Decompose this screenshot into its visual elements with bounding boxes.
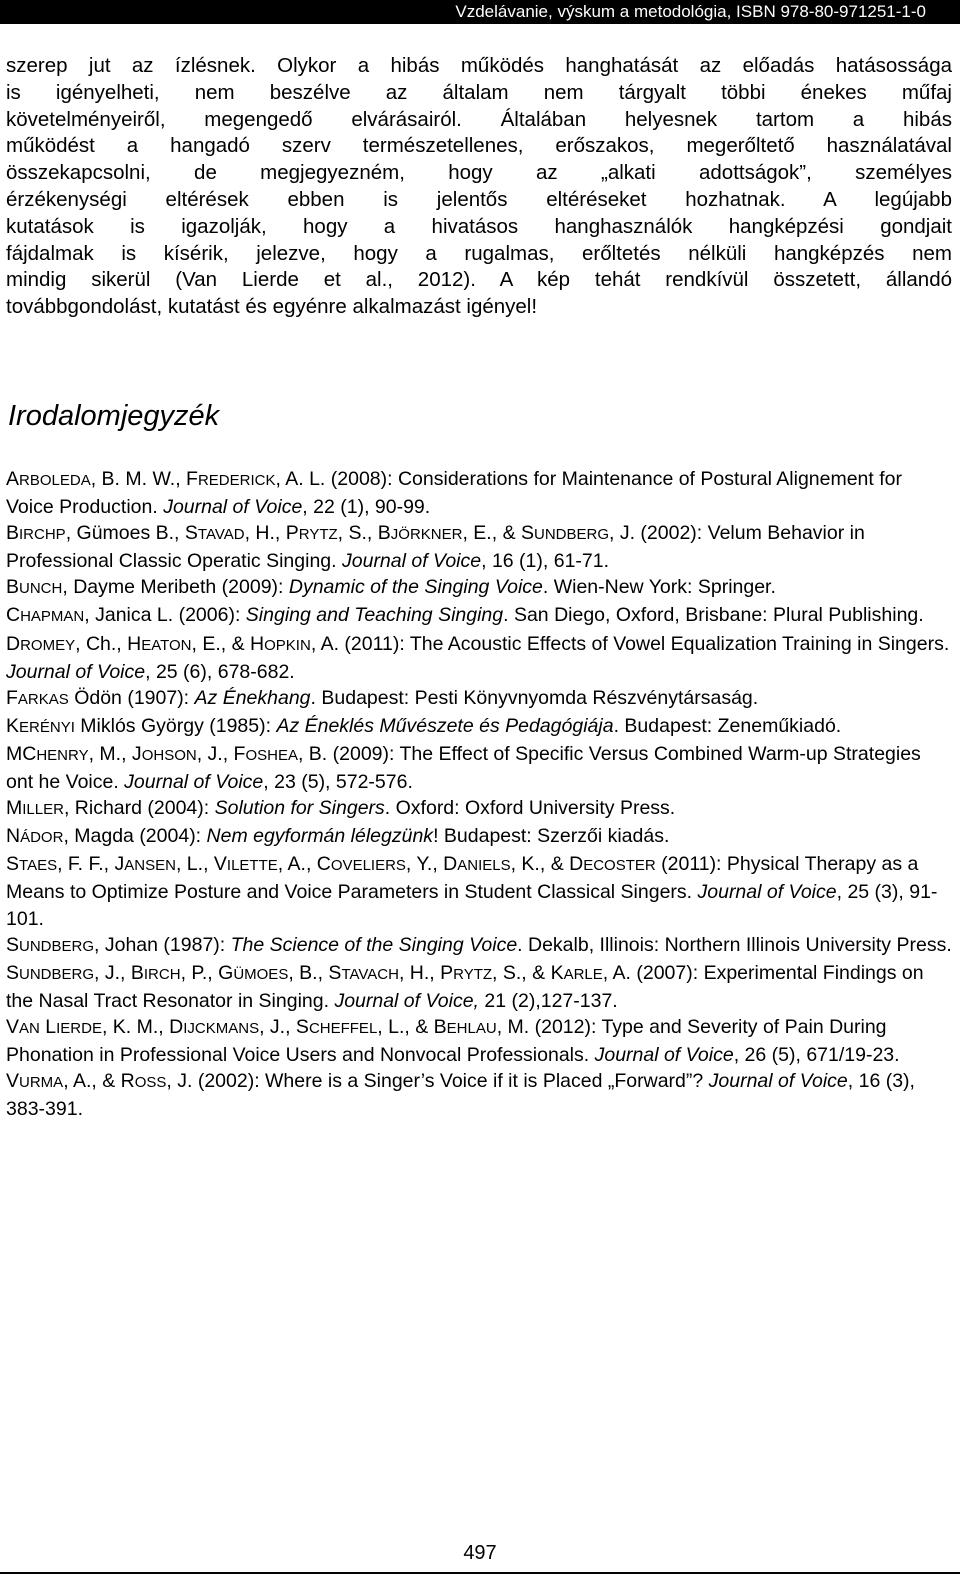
reference-text: UNDBERG — [19, 937, 95, 955]
reference-text: ILLER — [22, 801, 64, 819]
reference-text: Nem egyformán lélegzünk — [206, 825, 434, 848]
reference-text: , E., & H — [191, 632, 265, 655]
reference-text: , 16 (1), 61-71. — [481, 550, 610, 573]
reference-text: Singing and Teaching Singing — [245, 604, 504, 627]
paragraph-line: összekapcsolni, de megjegyezném, hogy az „alkati adottságok”, személyes — [6, 161, 952, 185]
reference-text: C — [22, 742, 37, 765]
reference-text: A — [6, 468, 20, 490]
reference-text: , K., & D — [510, 853, 584, 876]
reference-text: AN — [19, 1019, 40, 1037]
reference-text: , B. M. W., F — [90, 468, 198, 490]
reference-text: Dynamic of the Singing Voice — [288, 576, 543, 599]
reference-text: HENRY — [36, 746, 89, 764]
reference-text: , S., B — [337, 522, 391, 545]
paragraph-line: továbbgondolást, kutatást és egyénre alkalmazást igényel! — [6, 295, 538, 319]
reference-entry-sundberg2007 — [6, 960, 952, 1014]
reference-text: UNCH — [19, 580, 63, 598]
reference-text: C — [6, 604, 21, 627]
reference-text: , Richard (2004): — [63, 797, 215, 820]
section-heading: Irodalomjegyzék — [8, 400, 220, 432]
reference-text: , Janica L. (2006): — [84, 604, 246, 627]
reference-text: D — [6, 632, 21, 655]
reference-text: M — [6, 797, 23, 820]
reference-text: . Oxford: Oxford University Press. — [384, 797, 676, 820]
reference-text: URMA — [19, 1074, 64, 1092]
reference-text: HAPMAN — [20, 608, 85, 626]
reference-text: RBOLEDA — [19, 472, 91, 489]
reference-text: , Magda (2004): — [63, 825, 207, 848]
reference-text: . Dekalb, Illinois: Northern Illinois University Press. — [517, 933, 952, 956]
reference-text: , M. (2012): Type and Severity of Pain During Phonation in Professional Voice Users and Nonvocal Professionals. — [6, 1015, 887, 1066]
reference-text: , Dayme Meribeth (2009): — [62, 576, 289, 599]
paragraph-line: érzékenységi eltérések ebben is jelentős eltéréseket hozhatnak. A legújabb — [6, 187, 952, 211]
reference-text: , H., P — [398, 961, 454, 984]
reference-text: EATON — [141, 636, 192, 654]
header-text: Vzdelávanie, výskum a metodológia, ISBN 978-80-971251-1-0 — [455, 2, 926, 21]
reference-text: , J., B — [94, 961, 144, 984]
reference-text: Solution for Singers — [214, 797, 385, 820]
reference-text: , A., & R — [63, 1070, 135, 1093]
reference-text: V — [6, 1015, 20, 1038]
reference-text: Journal of Voice — [6, 660, 146, 683]
reference-text: The Science of the Singing Voice — [230, 933, 518, 956]
reference-entry-arboleda — [6, 466, 952, 520]
reference-text: , K. M., D — [101, 1015, 184, 1038]
reference-text: S — [6, 933, 20, 956]
reference-text: K — [6, 714, 20, 737]
reference-text: OSHEA — [245, 746, 298, 764]
reference-text: ANSEN — [124, 857, 176, 875]
reference-entry-vanlierde — [6, 1014, 952, 1068]
reference-text: M — [6, 742, 23, 765]
reference-text: , J. (2002): Where is a Singer’s Voice if it is Placed „Forward”? — [166, 1070, 709, 1093]
reference-text: , B., S — [288, 961, 342, 984]
reference-text: , 25 (3), 91-101. — [6, 881, 938, 930]
reference-text: , B. (2009): The Effect of Specific Versus Combined Warm-up Strategies ont he Voice. — [6, 742, 921, 794]
reference-text: , F. F., J — [57, 853, 125, 876]
reference-text: , A. L. (2008): Considerations for Maintenance of Postural Alignement for Voice Production. — [6, 468, 902, 519]
reference-entry-kerenyi — [6, 713, 952, 741]
reference-text: 21 (2),127-137. — [478, 989, 618, 1012]
reference-text: OVELIERS — [330, 857, 406, 875]
reference-text: ÁDOR — [20, 829, 64, 847]
paragraph-line: követelményeiről, megengedő elvárásairól. Általában helyesnek tartom a hibás — [6, 107, 952, 131]
reference-text: TAES — [19, 857, 58, 875]
reference-text: Journal of Voice — [163, 496, 303, 519]
reference-text: (2011): Physical Therapy as a Means to Optimize Posture and Voice Parameters in Student Classical Singers. — [6, 853, 919, 904]
reference-text: Ödön (1907): — [68, 686, 195, 709]
reference-text: UNDBERG — [534, 526, 610, 544]
reference-text: B — [6, 522, 20, 545]
reference-text: , M., J — [88, 742, 142, 765]
reference-text: . Budapest: Pesti Könyvnyomda Részvénytársaság. — [310, 686, 759, 709]
reference-text: ECOSTER — [583, 857, 656, 875]
reference-text: B — [6, 576, 20, 599]
reference-entry-bunch — [6, 574, 952, 602]
reference-text: ANIELS — [457, 857, 511, 875]
reference-text: IRCH — [143, 965, 181, 983]
reference-text: ARKAS — [17, 690, 69, 708]
reference-text: , Gümoes B., S — [65, 522, 198, 545]
reference-text: IRCHP — [19, 526, 66, 544]
body-paragraph — [6, 53, 952, 321]
reference-text: Journal of Voice — [697, 881, 837, 904]
reference-entry-chapman — [6, 602, 952, 630]
reference-text: F — [6, 686, 18, 709]
reference-text: , J., F — [196, 742, 246, 765]
page-number: 497 — [463, 1542, 497, 1564]
reference-text: Journal of Voice — [594, 1043, 734, 1066]
reference-text: , Y., D — [405, 853, 458, 876]
reference-text: UNDBERG — [19, 965, 95, 983]
reference-text: , 16 (3), 383-391. — [6, 1070, 915, 1121]
reference-text: , 25 (6), 678-682. — [145, 660, 295, 683]
paragraph-line: fájdalmak is kísérik, jelezve, hogy a rugalmas, erőltetés nélküli hangképzés nem — [6, 241, 952, 265]
reference-text: S — [6, 961, 20, 984]
reference-text: S — [6, 853, 20, 876]
reference-text: ARLE — [563, 965, 603, 983]
reference-text: TAVAD — [197, 526, 245, 544]
reference-text: ILETTE — [226, 857, 278, 875]
reference-text: RYTZ — [298, 526, 338, 544]
reference-text: Az Énekhang — [194, 686, 311, 709]
reference-text: , H., P — [244, 522, 299, 545]
reference-entry-sundberg1987 — [6, 932, 952, 960]
reference-text: OPKIN — [264, 636, 311, 654]
reference-entry-miller — [6, 795, 952, 823]
reference-text: ! Budapest: Szerzői kiadás. — [433, 825, 670, 848]
reference-text: , L., & B — [377, 1015, 447, 1038]
reference-text: IJCKMANS — [183, 1019, 260, 1037]
reference-text: ÜMOES — [233, 965, 289, 983]
running-header — [0, 0, 960, 24]
reference-text: , J. (2002): Velum Behavior in Professional Classic Operatic Singing. — [6, 522, 865, 573]
paragraph-line: szerep jut az ízlésnek. Olykor a hibás működés hanghatását az előadás hatásossága — [6, 54, 952, 77]
reference-text: , E., & S — [462, 522, 534, 545]
reference-text: REDERICK — [197, 472, 276, 489]
reference-text: , 22 (1), 90-99. — [302, 496, 431, 519]
paragraph-line: működést a hangadó szerv természetellenes, erőszakos, megerőltető használatával — [6, 134, 952, 158]
reference-text: , 23 (5), 572-576. — [263, 771, 413, 794]
reference-text: OSS — [134, 1074, 167, 1092]
reference-text: , A. (2007): Experimental Findings on the Nasal Tract Resonator in Singing. — [6, 961, 924, 1012]
footer-rule — [0, 1572, 960, 1574]
reference-text: , A. (2011): The Acoustic Effects of Vowel Equalization Training in Singers. — [310, 632, 950, 655]
reference-text: . Wien-New York: Springer. — [542, 576, 776, 599]
reference-text: , L., V — [175, 853, 227, 876]
reference-text: TAVACH — [341, 965, 399, 983]
reference-entry-staes — [6, 851, 952, 931]
reference-entry-dromey — [6, 631, 952, 685]
reference-text: V — [6, 1070, 20, 1093]
reference-text: Journal of Voice — [124, 771, 264, 794]
paragraph-line: kutatások is igazolják, hogy a hivatásos hanghasználók hangképzési gondjait — [6, 214, 952, 238]
reference-text: . San Diego, Oxford, Brisbane: Plural Publishing. — [503, 604, 924, 627]
reference-entry-nador — [6, 823, 952, 851]
reference-text: OHSON — [141, 746, 197, 764]
reference-text: , P., G — [180, 961, 234, 984]
reference-text: CHEFFEL — [308, 1019, 378, 1037]
reference-text: N — [6, 825, 21, 848]
reference-entry-vurma — [6, 1068, 952, 1122]
reference-text: , S., & K — [492, 961, 564, 984]
paragraph-line: mindig sikerül (Van Lierde et al., 2012). A kép tehát rendkívül összetett, állandó — [6, 268, 952, 292]
reference-text: , J., S — [259, 1015, 309, 1038]
reference-list — [6, 466, 952, 1122]
reference-entry-birchp — [6, 520, 952, 574]
reference-text: Journal of Voice — [708, 1070, 848, 1093]
reference-text: , Ch., H — [75, 632, 142, 655]
reference-text: ROMEY — [20, 636, 76, 654]
reference-text: IERDE — [56, 1019, 102, 1037]
reference-text: , 26 (5), 671/19-23. — [733, 1043, 900, 1066]
reference-text: Journal of Voice, — [334, 989, 479, 1012]
reference-text: EHLAU — [446, 1019, 497, 1037]
reference-text: Journal of Voice — [342, 550, 482, 573]
reference-text: RYTZ — [453, 965, 493, 983]
reference-text: L — [39, 1015, 57, 1038]
paragraph-line: is igényelheti, nem beszélve az általam nem tárgyalt többi énekes műfaj — [6, 80, 952, 104]
reference-text: , A., C — [277, 853, 331, 876]
reference-text: JÖRKNER — [390, 526, 463, 544]
reference-entry-mchenry — [6, 741, 952, 795]
reference-text: Miklós György (1985): — [74, 714, 277, 737]
reference-text: Az Éneklés Művészete és Pedagógiája — [276, 714, 614, 737]
reference-text: , Johan (1987): — [94, 933, 231, 956]
reference-text: . Budapest: Zeneműkiadó. — [613, 714, 842, 737]
reference-entry-farkas — [6, 685, 952, 713]
reference-text: ERÉNYI — [19, 718, 75, 736]
